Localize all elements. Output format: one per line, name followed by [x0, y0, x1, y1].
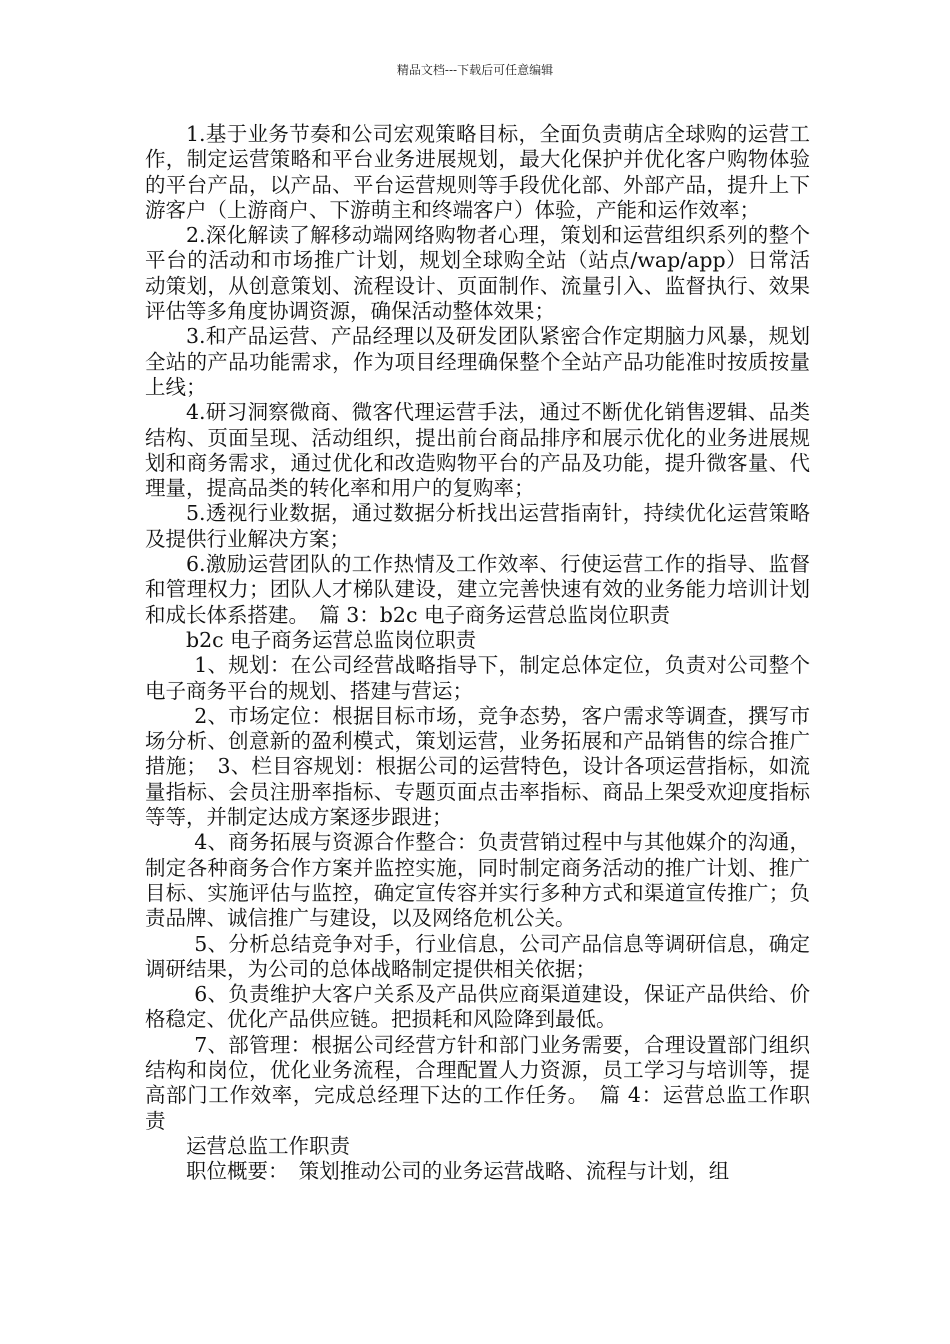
paragraph-duty-4: 4.研习洞察微商、微客代理运营手法，通过不断优化销售逻辑、品类结构、页面呈现、活动组织，提出前台商品排序和展示优化的业务进展规划和商务需求，通过优化和改造购物平台的产品及功能，提升微客量、代理量，提高品类的转化率和用户的复购率； [145, 400, 810, 501]
section-title-ops: 运营总监工作职责 [186, 1133, 350, 1158]
paragraph-b2c-1: 1、规划：在公司经营战略指导下，制定总体定位，负责对公司整个电子商务平台的规划、搭建与营运； [145, 653, 810, 703]
paragraph-b2c-2: 2、市场定位：根据目标市场，竞争态势，客户需求等调查，撰写市场分析、创意新的盈利模式，策划运营，业务拓展和产品销售的综合推广措施； 3、栏目容规划：根据公司的运营特色，设计各项运营指标，如流量指标、会员注册率指标、专题页面点击率指标、商品上架受欢迎度指标等等，并制定达成方案逐步跟进； [145, 703, 810, 830]
paragraph-b2c-7: 7、部管理：根据公司经营方针和部门业务需要，合理设置部门组织结构和岗位，优化业务流程，合理配置人力资源，员工学习与培训等，提高部门工作效率，完成总经理下达的工作任务。 篇 4：运营总监工作职责 [145, 1032, 810, 1133]
paragraph-duty-3: 3.和产品运营、产品经理以及研发团队紧密合作定期脑力风暴，规划全站的产品功能需求，作为项目经理确保整个全站产品功能准时按质按量上线； [145, 324, 810, 399]
paragraph-duty-2: 2.深化解读了解移动端网络购物者心理，策划和运营组织系列的整个平台的活动和市场推广计划，规划全球购全站（站点/wap/app）日常活动策划，从创意策划、流程设计、页面制作、流量引入、监督执行、效果评估等多角度协调资源，确保活动整体效果； [145, 223, 810, 324]
paragraph-b2c-6: 6、负责维护大客户关系及产品供应商渠道建设，保证产品供给、价格稳定、优化产品供应链。把损耗和风险降到最低。 [145, 982, 810, 1032]
paragraph-b2c-4: 4、商务拓展与资源合作整合：负责营销过程中与其他媒介的沟通，制定各种商务合作方案并监控实施，同时制定商务活动的推广计划、推广目标、实施评估与监控，确定宣传容并实行多种方式和渠道宣传推广；负责品牌、诚信推广与建设，以及网络危机公关。 [145, 830, 810, 931]
paragraph-duty-6: 6.激励运营团队的工作热情及工作效率、行使运营工作的指导、监督和管理权力；团队人才梯队建设，建立完善快速有效的业务能力培训计划和成长体系搭建。 篇 3：b2c 电子商务运营总监岗位职责 [145, 552, 810, 627]
paragraph-duty-1: 1.基于业务节奏和公司宏观策略目标，全面负责萌店全球购的运营工作，制定运营策略和平台业务进展规划，最大化保护并优化客户购物体验的平台产品，以产品、平台运营规则等手段优化部、外部产品，提升上下游客户（上游商户、下游萌主和终端客户）体验，产能和运作效率； [145, 122, 810, 222]
paragraph-ops-summary: 职位概要： 策划推动公司的业务运营战略、流程与计划，组 [186, 1159, 730, 1184]
document-body [145, 122, 810, 1184]
paragraph-b2c-5: 5、分析总结竞争对手，行业信息，公司产品信息等调研信息，确定调研结果，为公司的总体战略制定提供相关依据； [145, 931, 810, 981]
section-title-b2c: b2c 电子商务运营总监岗位职责 [186, 627, 477, 652]
paragraph-duty-5: 5.透视行业数据，通过数据分析找出运营指南针，持续优化运营策略及提供行业解决方案； [145, 501, 810, 551]
page-header: 精品文档---下载后可任意编辑 [396, 63, 554, 77]
